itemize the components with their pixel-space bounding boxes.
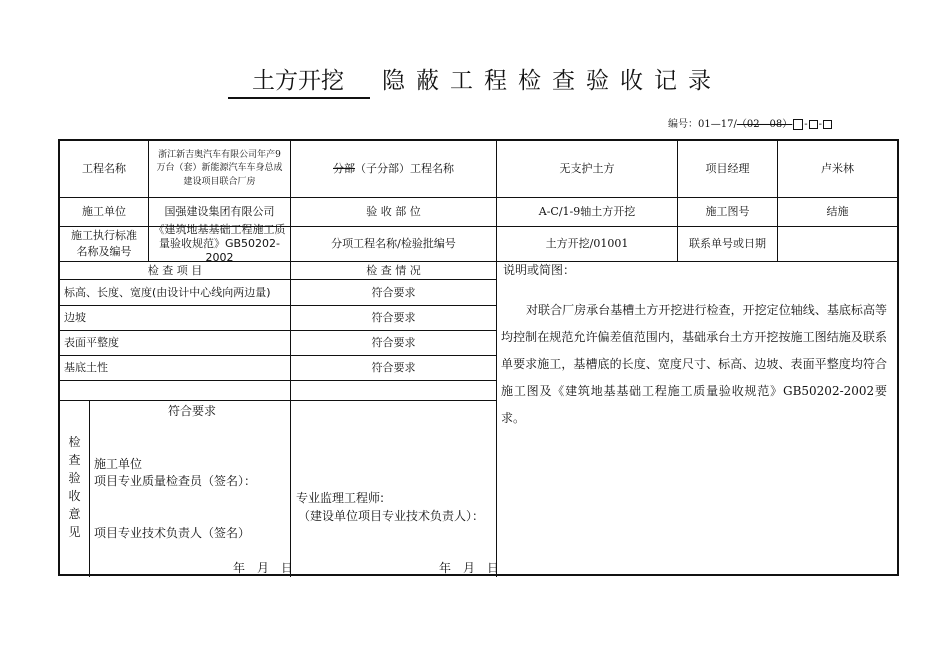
acceptance-part-value: A-C/1-9轴土方开挖 — [538, 205, 636, 219]
inspection-item-1: 标高、长度、宽度(由设计中心线向两边量) — [64, 285, 271, 299]
opinion-supervisor-sub: （建设单位项目专业技术负责人）： — [298, 509, 485, 523]
subdivision-value: 无支护土方 — [559, 162, 615, 176]
standard-value: 《建筑地基基础工程施工质量验收规范》GB50202-2002 — [153, 222, 286, 265]
acceptance-part-label: 验 收 部 位 — [366, 205, 421, 219]
inspection-record-table — [58, 139, 899, 576]
serial-dash-1: - — [804, 119, 808, 130]
document-title — [0, 62, 950, 99]
opinion-qc-inspector: 项目专业质量检查员（签名）： — [94, 474, 257, 488]
inspection-status-4: 符合要求 — [371, 361, 416, 375]
project-name-label: 工程名称 — [82, 162, 126, 176]
project-name-value: 浙江新吉奥汽车有限公司年产9万台（套）新能源汽车车身总成建设项目联合厂房 — [156, 150, 283, 187]
opinion-date-left: 年 月 日 — [233, 561, 294, 575]
inspection-items-header: 检 查 项 目 — [147, 263, 203, 277]
serial-prefix: 01—17/ — [698, 119, 737, 130]
inspection-status-2: 符合要求 — [371, 311, 416, 325]
notes-header: 说明或简图： — [503, 262, 576, 277]
project-manager-value: 卢米林 — [821, 162, 854, 176]
inspection-status-1: 符合要求 — [371, 285, 416, 299]
opinion-vertical-label — [60, 433, 89, 541]
inspection-status-header: 检 查 情 况 — [366, 263, 421, 277]
item-name-label: 分项工程名称/检验批编号 — [331, 237, 456, 251]
drawing-number-value: 结施 — [826, 205, 849, 219]
serial-struck: （02—08） — [736, 119, 793, 130]
opinion-label-char: 验 — [68, 471, 81, 485]
project-manager-label: 项目经理 — [705, 162, 750, 176]
checkbox-icon — [809, 120, 818, 129]
inspection-status-3: 符合要求 — [371, 336, 416, 350]
inspection-status-5 — [291, 381, 496, 400]
subdivision-label-text: （子分部）工程名称 — [355, 162, 454, 176]
opinion-label-char: 收 — [68, 489, 81, 503]
subdivision-struck: 分部 — [333, 162, 355, 176]
checkbox-icon — [823, 120, 832, 129]
serial-label: 编号： — [668, 119, 698, 130]
contact-label: 联系单号或日期 — [689, 237, 766, 251]
inspection-item-4: 基底土性 — [64, 361, 108, 375]
opinion-label-char: 见 — [68, 525, 81, 539]
opinion-date-right: 年 月 日 — [439, 561, 500, 575]
serial-number — [668, 115, 833, 130]
contact-value — [778, 227, 897, 261]
title-record-name: 隐蔽工程检查验收记录 — [382, 68, 722, 94]
opinion-label-char: 检 — [68, 435, 81, 449]
opinion-tech-lead: 项目专业技术负责人（签名） — [94, 526, 251, 540]
opinion-supervisor: 专业监理工程师: — [296, 491, 385, 505]
checkbox-icon — [793, 119, 803, 130]
opinion-label-char: 意 — [68, 507, 81, 521]
opinion-result: 符合要求 — [168, 404, 217, 418]
inspection-item-2: 边坡 — [64, 311, 86, 325]
item-name-value: 土方开挖/01001 — [545, 237, 629, 251]
inspection-item-3: 表面平整度 — [64, 336, 119, 350]
title-project-type: 土方开挖 — [228, 62, 370, 99]
serial-dash-2: - — [818, 119, 823, 130]
opinion-label-char: 查 — [68, 453, 81, 467]
opinion-contractor: 施工单位 — [94, 457, 143, 471]
standard-label: 施工执行标准名称及编号 — [71, 229, 137, 258]
notes-text: 对联合厂房承台基槽土方开挖进行检查，开挖定位轴线、基底标高等均控制在规范允许偏差值范围内，基础承台土方开挖按施工图结施及联系单要求施工，基槽底的长度、宽度尺寸、标高、边坡、表面平整度均符合施工图及《建筑地基基础工程施工质量验收规范》GB50202-2002要求。 — [501, 303, 887, 425]
inspection-item-5 — [60, 381, 290, 400]
subdivision-label — [291, 141, 496, 197]
contractor-value: 国强建设集团有限公司 — [164, 205, 275, 219]
contractor-label: 施工单位 — [82, 205, 126, 219]
drawing-number-label: 施工图号 — [705, 205, 750, 219]
